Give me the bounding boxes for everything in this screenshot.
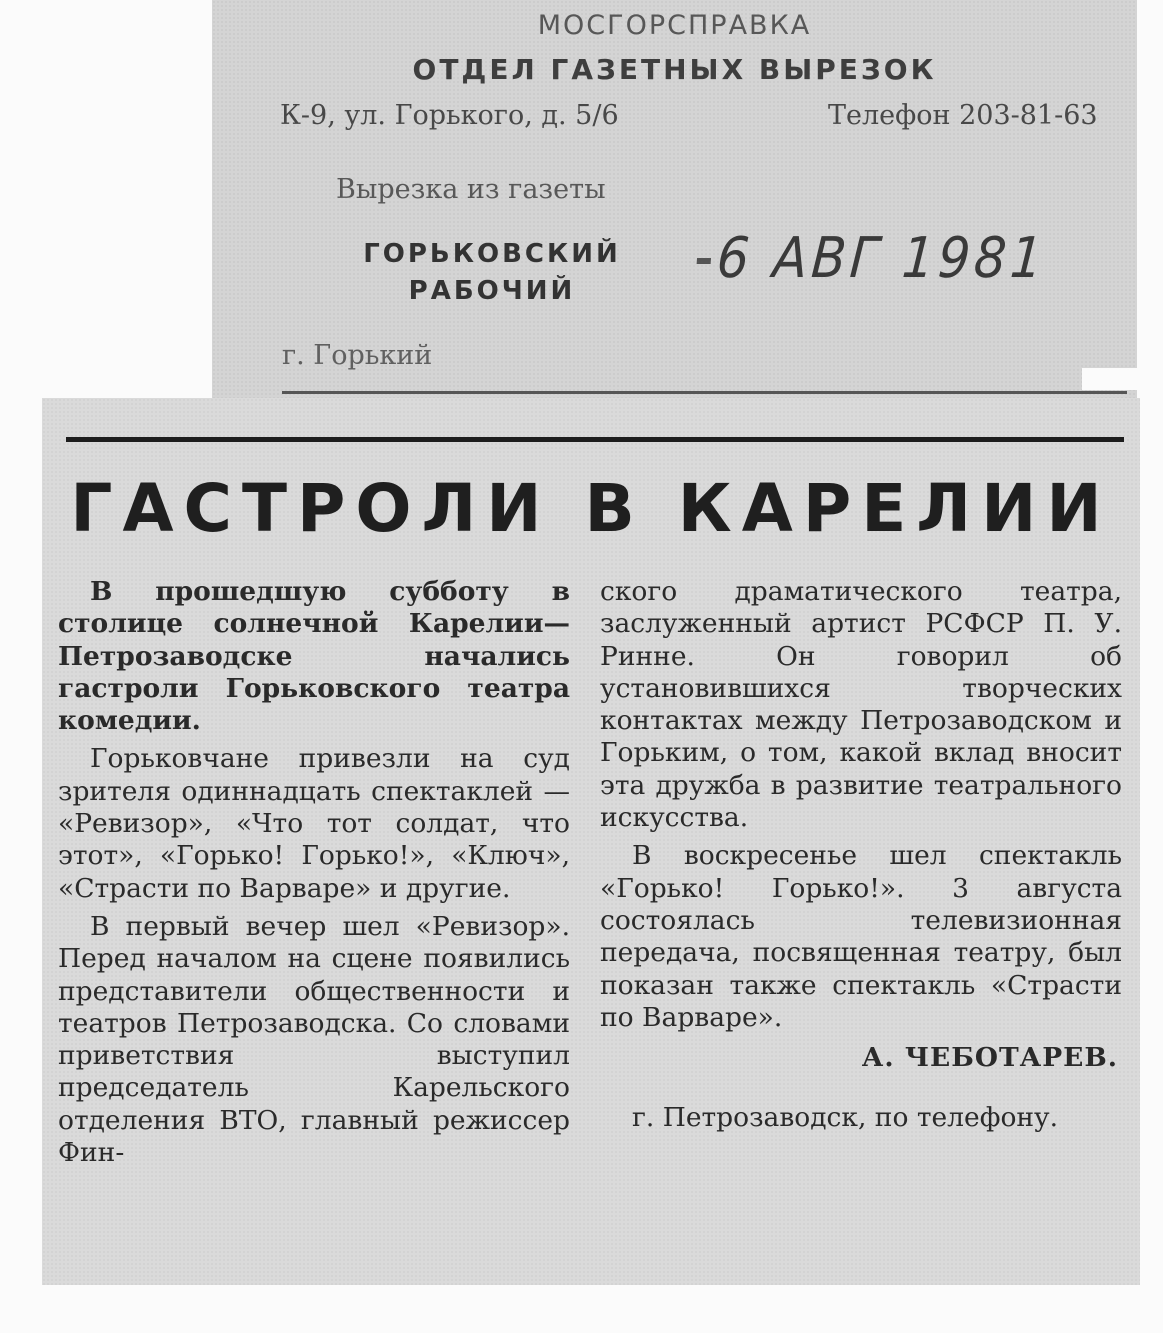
date-stamp: 6 АВГ 1981 bbox=[714, 226, 1049, 291]
label-torn-edge bbox=[1082, 368, 1163, 390]
article-dateline: г. Петрозаводск, по телефону. bbox=[632, 1102, 1059, 1134]
article-top-rule bbox=[66, 437, 1124, 442]
article-paragraph: Горьковчане привезли на суд зрителя одиннадцать спектаклей — «Ревизор», «Что тот солдат, что этот», «Горько! Горько!», «Ключ», «Страсти по Варваре» и другие. bbox=[58, 743, 570, 904]
article-paragraph: В воскресенье шел спектакль «Горько! Горько!». 3 августа состоялась телевизионная передача, посвященная театру, был показан также спектакль «Страсти по Варваре». bbox=[600, 840, 1122, 1033]
department-name: ОТДЕЛ ГАЗЕТНЫХ ВЫРЕЗОК bbox=[412, 53, 937, 86]
agency-address: К-9, ул. Горького, д. 5/6 bbox=[280, 100, 619, 131]
article-clipping bbox=[42, 398, 1140, 1285]
newspaper-name-line2: РАБОЧИЙ bbox=[408, 276, 576, 306]
clipping-label bbox=[212, 0, 1137, 400]
label-divider bbox=[282, 391, 1127, 394]
article-paragraph-continued: ского драматического театра, заслуженный артист РСФСР П. У. Ринне. Он говорил об установившихся творческих контактах между Петрозаводском и Горьким, о том, какой вклад вносит эта дружба в развитие театрального искусства. bbox=[600, 576, 1122, 834]
article-column-left bbox=[58, 576, 570, 1175]
newspaper-name-line1: ГОРЬКОВСКИЙ bbox=[363, 239, 621, 269]
article-headline: ГАСТРОЛИ В КАРЕЛИИ bbox=[70, 470, 1112, 547]
article-column-right bbox=[600, 576, 1122, 1135]
agency-name: МОСГОРСПРАВКА bbox=[537, 10, 812, 41]
agency-phone: Телефон 203-81-63 bbox=[828, 100, 1098, 131]
article-lead: В прошедшую субботу в столице солнечной Карелии— Петрозаводске начались гастроли Горьковского театра комедии. bbox=[58, 576, 570, 737]
article-paragraph: В первый вечер шел «Ревизор». Перед началом на сцене появились представители общественности и театров Петрозаводска. Со словами приветствия выступил председатель Карельского отделения ВТО, главный режиссер Фин- bbox=[58, 910, 570, 1169]
clipping-from-caption: Вырезка из газеты bbox=[336, 174, 606, 205]
newspaper-name bbox=[342, 236, 642, 310]
article-author: А. ЧЕБОТАРЕВ. bbox=[861, 1042, 1118, 1074]
newspaper-city: г. Горький bbox=[282, 340, 433, 371]
